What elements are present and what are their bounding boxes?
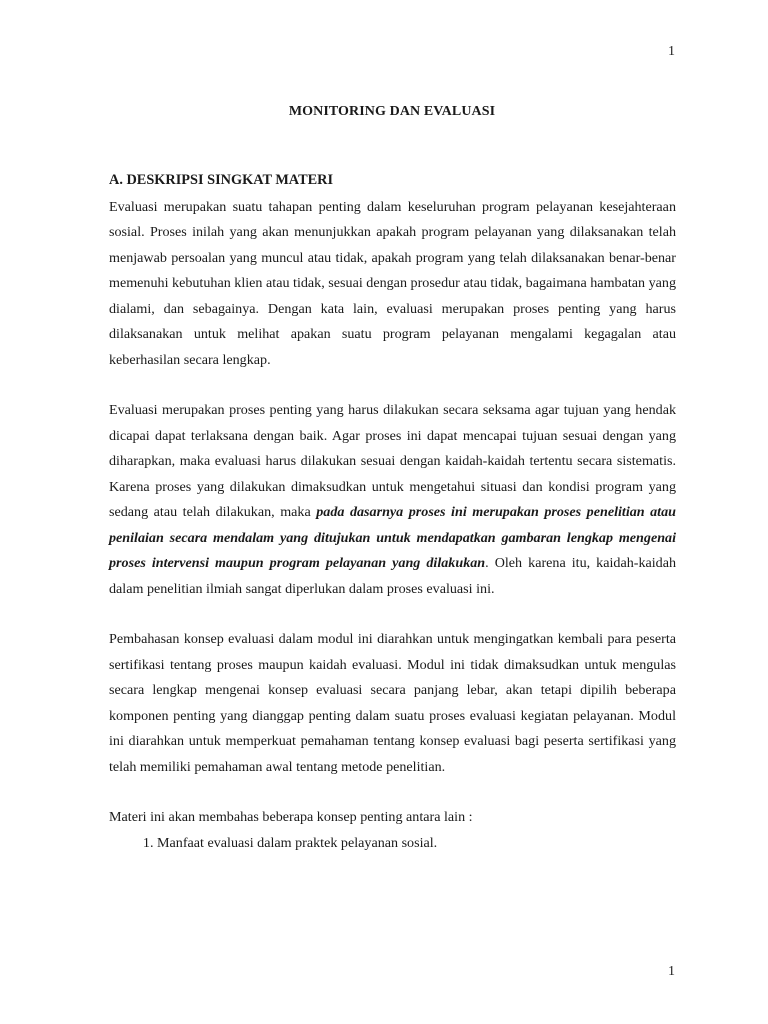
topic-list bbox=[109, 831, 676, 857]
document-title: MONITORING DAN EVALUASI bbox=[288, 104, 496, 119]
paragraph-2-end: . Oleh karena itu, kaidah-kaidah dalam penelitian ilmiah sangat diperlukan dalam proses evaluasi ini. bbox=[109, 555, 677, 597]
paragraph-2-emphasis: pada dasarnya proses ini merupakan proses penelitian atau penilaian secara mendalam yang ditujukan untuk mendapatkan gambaran lengkap mengenai proses intervensi maupun program pelayanan yang dilakukan bbox=[109, 504, 676, 571]
list-item: 1. Manfaat evaluasi dalam praktek pelayanan sosial. bbox=[157, 831, 676, 857]
list-intro: Materi ini akan membahas beberapa konsep penting antara lain : bbox=[109, 809, 473, 825]
page-number-bottom: 1 bbox=[668, 964, 675, 979]
paragraph-2-start: Evaluasi merupakan proses penting yang harus dilakukan secara seksama agar tujuan yang hendak dicapai dapat terlaksana dengan baik. Agar proses ini dapat mencapai tujuan sesuai dengan yang diharapkan, maka evaluasi harus dilakukan sesuai dengan kaidah-kaidah tertentu secara sistematis. Karena proses yang dilakukan dimaksudkan untuk mengetahui situasi dan kondisi program yang sedang atau telah dilakukan, maka bbox=[109, 402, 676, 520]
document-body bbox=[109, 168, 676, 856]
page-number-top: 1 bbox=[668, 44, 675, 59]
paragraph-1: Evaluasi merupakan suatu tahapan penting dalam keseluruhan program pelayanan kesejahteraan sosial. Proses inilah yang akan menunjukkan apakah program pelayanan yang dilaksanakan telah menjawab persoalan yang muncul atau tidak, apakah program yang telah dilaksanakan benar-benar memenuhi kebutuhan klien atau tidak, sesuai dengan prosedur atau tidak, bagaimana hambatan yang dialami, dan sebagainya. Dengan kata lain, evaluasi merupakan proses penting yang harus dilaksanakan untuk melihat apakan suatu program pelayanan mengalami kegagalan atau keberhasilan secara lengkap. bbox=[109, 198, 676, 368]
section-heading: A. DESKRIPSI SINGKAT MATERI bbox=[109, 172, 334, 188]
paragraph-2 bbox=[109, 398, 676, 602]
paragraph-3: Pembahasan konsep evaluasi dalam modul ini diarahkan untuk mengingatkan kembali para peserta sertifikasi tentang proses maupun kaidah evaluasi. Modul ini tidak dimaksudkan untuk mengulas secara lengkap mengenai konsep evaluasi secara panjang lebar, akan tetapi dipilih beberapa komponen penting yang dianggap penting dalam suatu proses evaluasi kegiatan pelayanan. Modul ini diarahkan untuk memperkuat pemahaman tentang konsep evaluasi bagi peserta sertifikasi yang telah memiliki pemahaman awal tentang metode penelitian. bbox=[109, 631, 676, 775]
